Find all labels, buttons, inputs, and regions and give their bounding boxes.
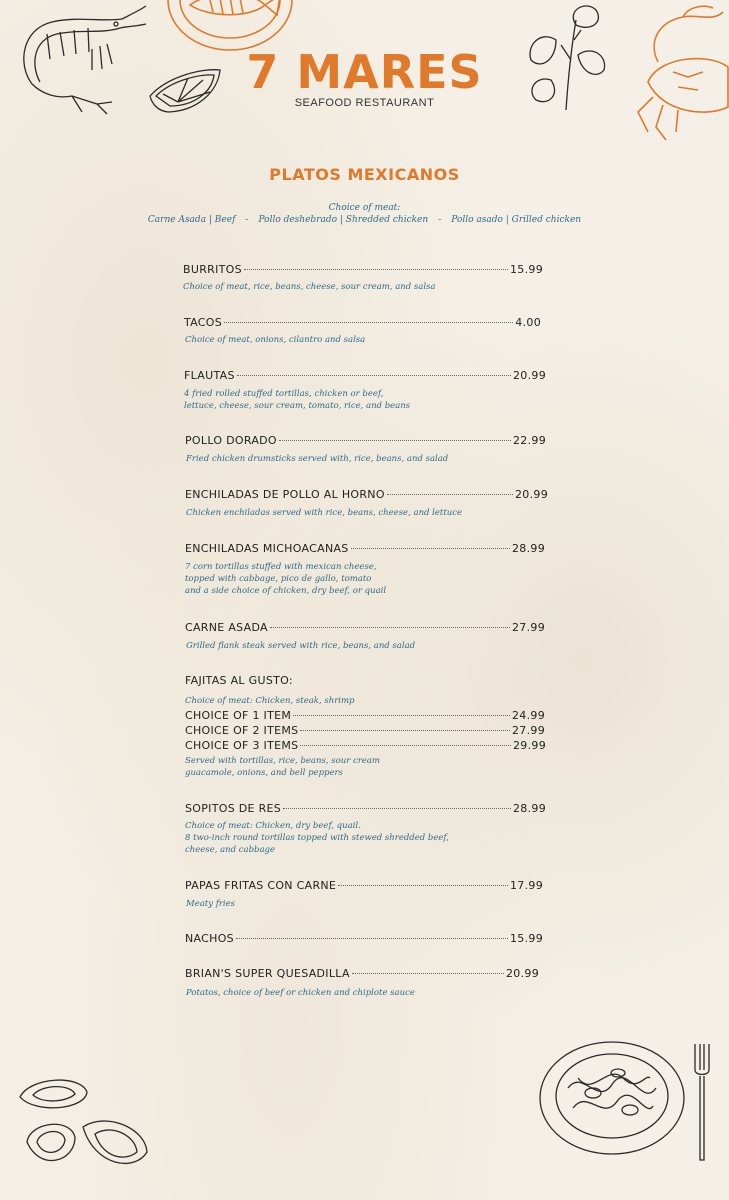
leader-dots	[387, 494, 513, 495]
option-name: CHOICE OF 1 ITEM	[185, 709, 292, 722]
restaurant-name: 7 MARES	[246, 45, 483, 99]
item-price: 28.99	[512, 542, 545, 555]
menu-item-papas-fritas	[185, 879, 543, 892]
item-name: BURRITOS	[183, 263, 242, 276]
item-price: 28.99	[513, 802, 546, 815]
item-description	[185, 755, 380, 779]
description-line: Grilled flank steak served with rice, beans, and salad	[186, 641, 416, 651]
oysters-illustration	[15, 1072, 150, 1177]
meat-option: Pollo asado | Grilled chicken	[451, 215, 582, 225]
item-name: POLLO DORADO	[185, 434, 277, 447]
fajitas-meat-choice	[185, 695, 354, 707]
meat-option: Pollo deshebrado | Shredded chicken	[258, 215, 429, 225]
item-description	[184, 388, 410, 412]
description-line: and a side choice of chicken, dry beef, or quail	[185, 586, 387, 596]
item-name: ENCHILADAS DE POLLO AL HORNO	[185, 488, 385, 501]
item-price: 27.99	[512, 621, 545, 634]
item-name: TACOS	[184, 316, 223, 329]
item-price: 4.00	[515, 316, 541, 329]
leader-dots	[352, 973, 504, 974]
leader-dots	[283, 808, 511, 809]
item-price: 20.99	[513, 369, 546, 382]
option-name: CHOICE OF 3 ITEMS	[185, 739, 299, 752]
description-line: 4 fried rolled stuffed tortillas, chicken or beef,	[184, 389, 384, 399]
fajitas-option-1	[185, 709, 545, 722]
description-line: Potatos, choice of beef or chicken and chiplote sauce	[186, 988, 415, 998]
menu-item-tacos	[184, 316, 541, 329]
leader-dots	[293, 715, 510, 716]
description-line: cheese, and cabbage	[185, 845, 276, 855]
leader-dots	[270, 627, 510, 628]
item-description	[185, 334, 365, 346]
meat-separator: -	[245, 215, 249, 225]
item-price: 15.99	[510, 263, 543, 276]
menu-item-enchiladas-michoacanas	[185, 542, 545, 555]
item-name: CARNE ASADA	[185, 621, 268, 634]
item-description	[186, 640, 415, 652]
item-description	[185, 561, 386, 597]
item-description	[185, 820, 449, 856]
description-line: 7 corn tortillas stuffed with mexican cheese,	[185, 562, 377, 572]
item-name: PAPAS FRITAS CON CARNE	[185, 879, 337, 892]
item-price: 15.99	[510, 932, 543, 945]
option-price: 24.99	[512, 709, 545, 722]
fajitas-option-2	[185, 724, 545, 737]
meat-choice-label: Choice of meat:	[328, 203, 401, 213]
description-line: guacamole, onions, and bell peppers	[185, 768, 343, 778]
description-line: Choice of meat, rice, beans, cheese, sour cream, and salsa	[183, 282, 436, 292]
leader-dots	[300, 730, 510, 731]
leader-dots	[236, 938, 508, 939]
leader-dots	[351, 548, 510, 549]
restaurant-subtitle: SEAFOOD RESTAURANT	[294, 97, 435, 109]
description-line: Choice of meat: Chicken, dry beef, quail.	[185, 821, 361, 831]
meat-option: Carne Asada | Beef	[147, 215, 236, 225]
option-price: 27.99	[512, 724, 545, 737]
item-description	[186, 453, 448, 465]
description-line: topped with cabbage, pico de gallo, tomato	[185, 574, 372, 584]
description-line: Chicken enchiladas served with rice, beans, cheese, and lettuce	[186, 508, 463, 518]
item-name: ENCHILADAS MICHOACANAS	[185, 542, 349, 555]
leader-dots	[237, 375, 511, 376]
menu-item-carne-asada	[185, 621, 545, 634]
description-line: 8 two-inch round tortillas topped with stewed shredded beef,	[185, 833, 449, 843]
item-description	[186, 898, 235, 910]
item-price: 20.99	[515, 488, 548, 501]
pasta-plate-illustration	[538, 1038, 686, 1153]
option-name: CHOICE OF 2 ITEMS	[185, 724, 299, 737]
leader-dots	[224, 322, 513, 323]
menu-item-fajitas: FAJITAS AL GUSTO:	[185, 674, 293, 687]
description-line: Choice of meat, onions, cilantro and salsa	[185, 335, 366, 345]
description-line: lettuce, cheese, sour cream, tomato, rice, and beans	[184, 401, 411, 411]
item-description	[186, 987, 415, 999]
item-price: 17.99	[510, 879, 543, 892]
item-description	[186, 507, 462, 519]
menu-item-flautas	[184, 369, 546, 382]
fajitas-option-3	[185, 739, 546, 752]
menu-item-burritos	[183, 263, 543, 276]
item-price: 20.99	[506, 967, 539, 980]
leader-dots	[338, 885, 508, 886]
item-description	[183, 281, 435, 293]
item-price: 22.99	[513, 434, 546, 447]
menu-item-super-quesadilla	[185, 967, 539, 980]
meat-separator: -	[438, 215, 442, 225]
description-line: Meaty fries	[186, 899, 236, 909]
fork-illustration	[692, 1042, 712, 1164]
item-name: SOPITOS DE RES	[185, 802, 282, 815]
menu-item-enchiladas-de-pollo	[185, 488, 548, 501]
description-line: Choice of meat: Chicken, steak, shrimp	[185, 696, 355, 706]
menu-item-nachos	[185, 932, 543, 945]
item-name: NACHOS	[185, 932, 234, 945]
section-title: PLATOS MEXICANOS	[269, 165, 460, 184]
menu-item-pollo-dorado	[185, 434, 546, 447]
leader-dots	[244, 269, 508, 270]
leader-dots	[279, 440, 511, 441]
item-name: FLAUTAS	[184, 369, 235, 382]
menu-item-sopitos-de-res	[185, 802, 546, 815]
meat-choice-options	[0, 215, 729, 225]
leader-dots	[300, 745, 511, 746]
item-name: BRIAN'S SUPER QUESADILLA	[185, 967, 350, 980]
description-line: Fried chicken drumsticks served with, rice, beans, and salad	[186, 454, 449, 464]
option-price: 29.99	[513, 739, 546, 752]
description-line: Served with tortillas, rice, beans, sour cream	[185, 756, 380, 766]
